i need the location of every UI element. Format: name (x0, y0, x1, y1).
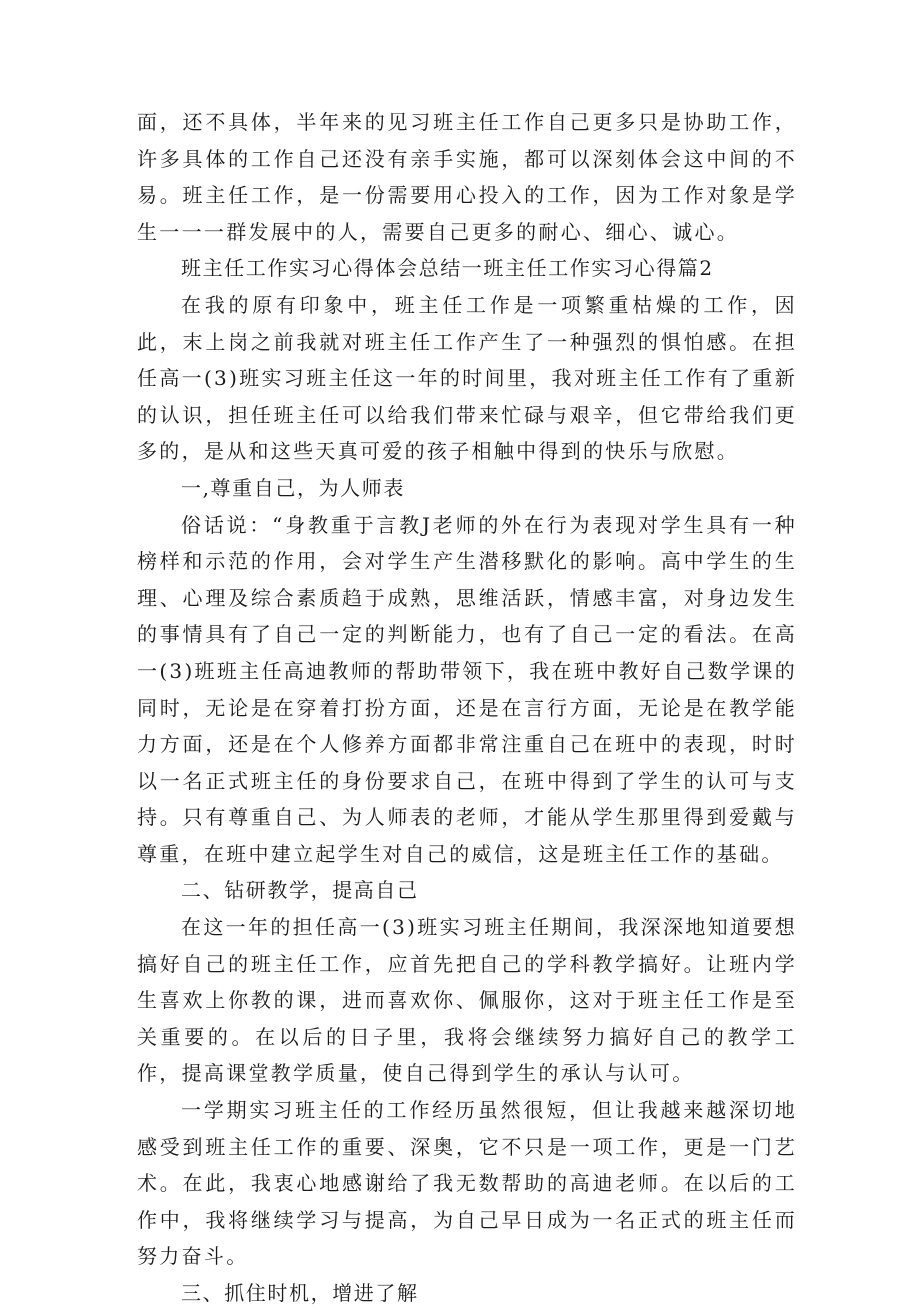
article-title-part-2: 班主任工作实习心得体会总结一班主任工作实习心得篇2 (181, 256, 714, 281)
paragraph-intro: 在我的原有印象中，班主任工作是一项繁重枯燥的工作，因此，末上岗之前我就对班主任工作产生了一种强烈的惧怕感。在担任高一(3)班实习班主任这一年的时间里，我对班主任工作有了重新的认识，担任班主任可以给我们带来忙碌与艰辛，但它带给我们更多的，是从和这些天真可爱的孩子相触中得到的快乐与欣慰。 (137, 292, 797, 464)
paragraph-reflection: 一学期实习班主任的工作经历虽然很短，但让我越来越深切地感受到班主任工作的重要、深奥，它不只是一项工作，更是一门艺术。在此，我衷心地感谢给了我无数帮助的高迪老师。在以后的工作中，我将继续学习与提高，为自己早日成为一名正式的班主任而努力奋斗。 (137, 1098, 797, 1269)
paragraph-continuation: 面，还不具体，半年来的见习班主任工作自己更多只是协助工作，许多具体的工作自己还没有亲手实施，都可以深刻体会这中间的不易。班主任工作，是一份需要用心投入的工作，因为工作对象是学生一一一群发展中的人，需要自己更多的耐心、细心、诚心。 (137, 110, 797, 244)
paragraph-section-2: 在这一年的担任高一(3)班实习班主任期间，我深深地知道要想搞好自己的班主任工作，应首先把自己的学科教学搞好。让班内学生喜欢上你教的课，进而喜欢你、佩服你，这对于班主任工作是至关重要的。在以后的日子里，我将会继续努力搞好自己的教学工作，提高课堂教学质量，使自己得到学生的承认与认可。 (137, 915, 797, 1086)
document-body (137, 104, 797, 1312)
paragraph-section-1: 俗话说：“身教重于言教J老师的外在行为表现对学生具有一种榜样和示范的作用，会对学生产生潜移默化的影响。高中学生的生理、心理及综合素质趋于成熟，思维活跃，情感丰富，对身边发生的事情具有了自己一定的判断能力，也有了自己一定的看法。在高一(3)班班主任高迪教师的帮助带领下，我在班中教好自己数学课的同时，无论是在穿着打扮方面，还是在言行方面，无论是在教学能力方面，还是在个人修养方面都非常注重自己在班中的表现，时时以一名正式班主任的身份要求自己，在班中得到了学生的认可与支持。只有尊重自己、为人师表的老师，才能从学生那里得到爱戴与尊重，在班中建立起学生对自己的威信，这是班主任工作的基础。 (137, 512, 797, 866)
section-heading-3: 三、抓住时机，增进了解 (181, 1281, 419, 1305)
section-heading-2: 二、钻研教学，提高自己 (181, 878, 419, 903)
section-heading-1: 一,尊重自己，为人师表 (181, 475, 405, 500)
